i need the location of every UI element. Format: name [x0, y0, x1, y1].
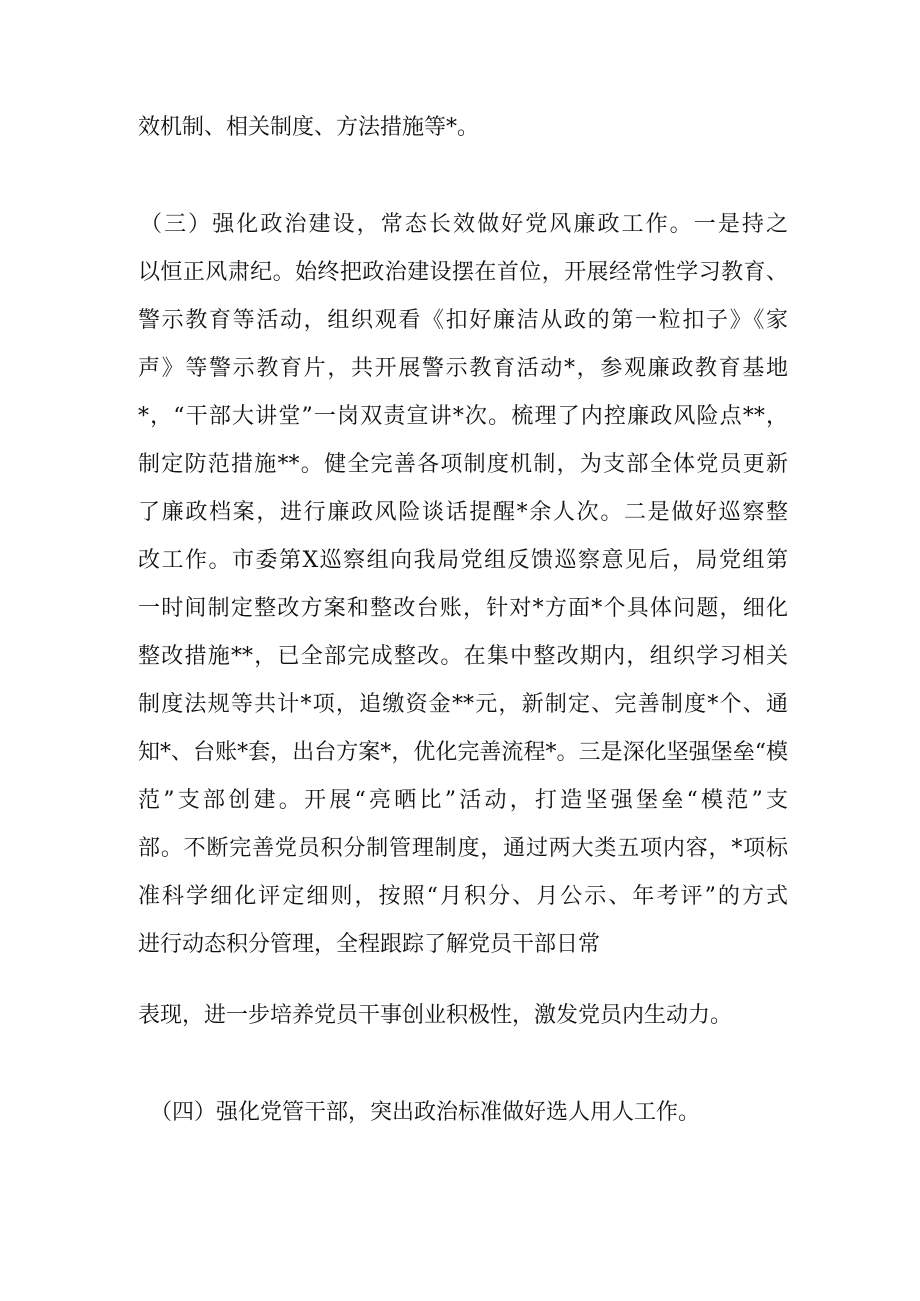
text-line-17: 进行动态积分管理，全程跟踪了解党员干部日常: [138, 932, 601, 957]
text-line-18: 表现，进一步培养党员干事创业积极性，激发党员内生动力。: [138, 1003, 733, 1028]
text-line-10: 一时间制定整改方案和整改台账，针对*方面*个具体问题，细化: [138, 596, 788, 621]
text-line-1: 效机制、相关制度、方法措施等*。: [138, 115, 480, 140]
section-3-heading-line: （三）强化政治建设，常态长效做好党风廉政工作。一是持之: [140, 212, 788, 237]
text-line-4: 警示教育等活动，组织观看《扣好廉洁从政的第一粒扣子》《家: [138, 308, 788, 333]
text-line-8: 了廉政档案，进行廉政风险谈话提醒*余人次。二是做好巡察整: [138, 500, 788, 525]
text-line-15: 部。不断完善党员积分制管理制度，通过两大类五项内容，*项标: [138, 836, 788, 861]
text-line-3: 以恒正风肃纪。始终把政治建设摆在首位，开展经常性学习教育、: [138, 260, 788, 285]
text-line-11: 整改措施**，已全部完成整改。在集中整改期内，组织学习相关: [138, 644, 788, 669]
text-line-6: *，“干部大讲堂”一岗双责宣讲*次。梳理了内控廉政风险点**，: [138, 404, 788, 429]
text-line-5: 声》等警示教育片，共开展警示教育活动*，参观廉政教育基地: [138, 356, 788, 381]
text-line-7: 制定防范措施**。健全完善各项制度机制，为支部全体党员更新: [138, 452, 788, 477]
text-line-16: 准科学细化评定细则，按照“月积分、月公示、年考评”的方式: [138, 884, 788, 909]
text-line-9: 改工作。市委第X巡察组向我局党组反馈巡察意见后，局党组第: [138, 548, 788, 573]
text-line-13: 知*、台账*套，出台方案*，优化完善流程*。三是深化坚强堡垒“模: [138, 740, 788, 765]
text-line-12: 制度法规等共计*项，追缴资金**元，新制定、完善制度*个、通: [138, 692, 788, 717]
text-line-14: 范”支部创建。开展“亮晒比”活动，打造坚强堡垒“模范”支: [138, 788, 788, 813]
section-4-heading-line: （四）强化党管干部，突出政治标准做好选人用人工作。: [150, 1100, 701, 1125]
